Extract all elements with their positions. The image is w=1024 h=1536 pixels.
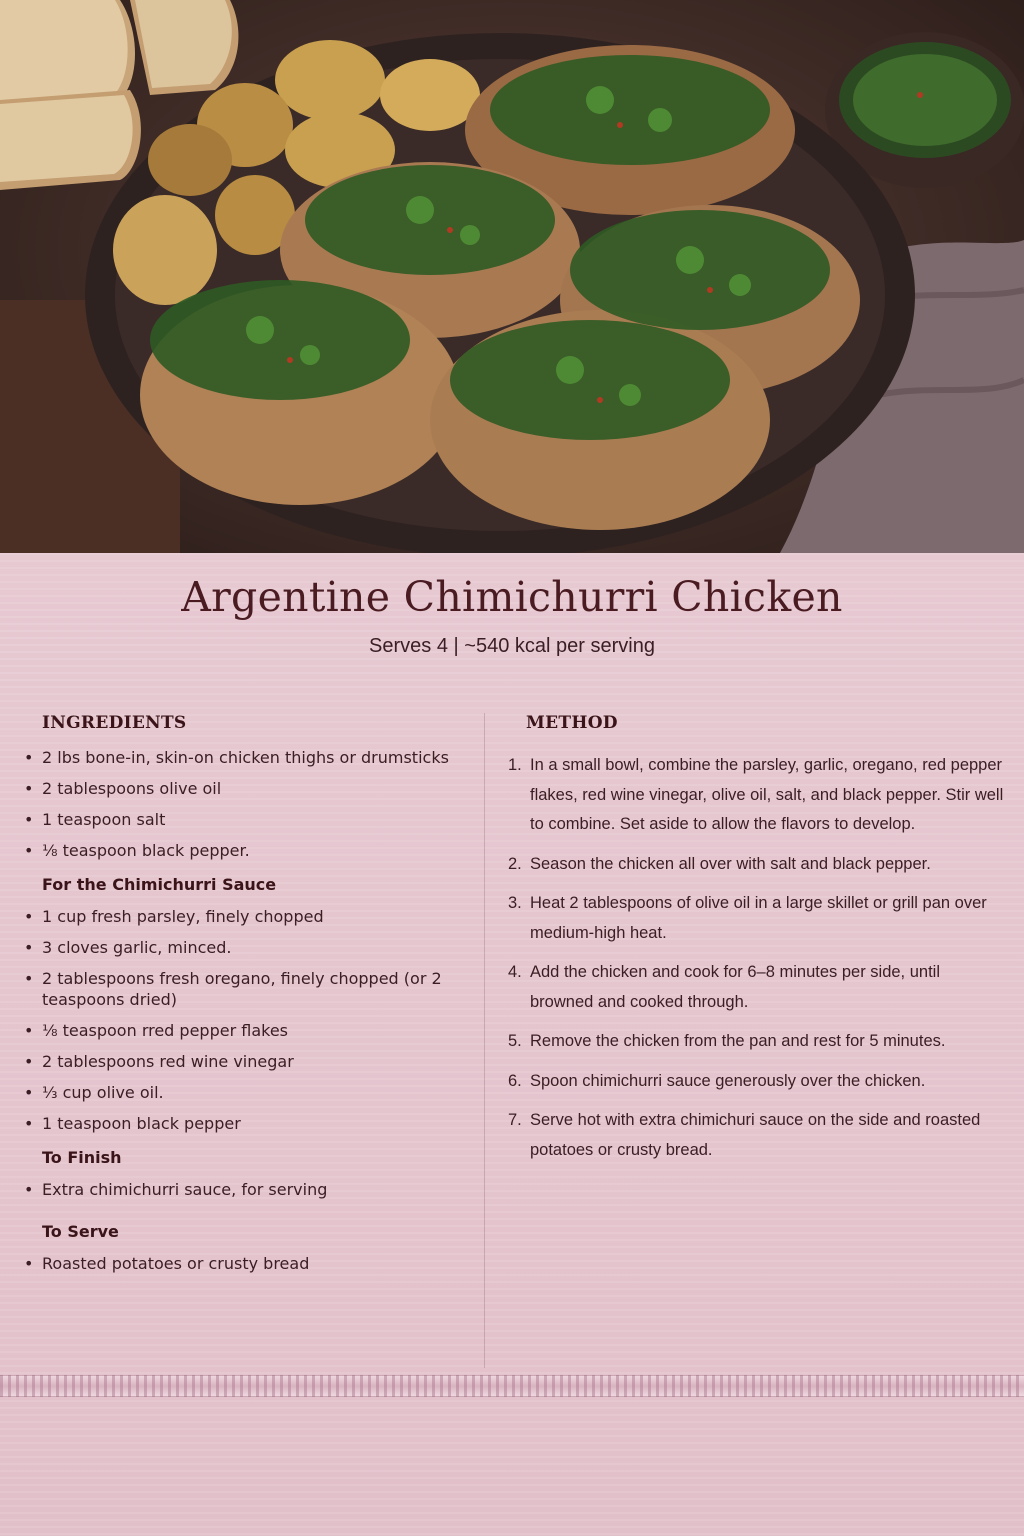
ingredients-column: [24, 713, 476, 1284]
list-item: • 1 teaspoon black pepper: [24, 1113, 476, 1134]
list-item: • Roasted potatoes or crusty bread: [24, 1253, 476, 1274]
step-number: 2.: [508, 854, 522, 873]
method-step: [508, 1106, 1004, 1165]
method-step: [508, 958, 1004, 1017]
list-item: • ⅓ cup olive oil.: [24, 1082, 476, 1103]
method-heading: METHOD: [526, 713, 618, 733]
method-step: [508, 751, 1004, 840]
step-text: Season the chicken all over with salt and black pepper.: [530, 854, 931, 873]
recipe-title: Argentine Chimichurri Chicken: [181, 573, 843, 621]
decorative-border: [0, 1375, 1024, 1397]
sauce-ingredients-list: [24, 906, 476, 1134]
step-number: 4.: [508, 963, 522, 981]
list-item: • Extra chimichurri sauce, for serving: [24, 1179, 476, 1200]
list-item: • ⅛ teaspoon black pepper.: [24, 840, 476, 861]
method-step: [508, 850, 1004, 880]
step-text: Serve hot with extra chimichuri sauce on the side and roasted potatoes or crusty bread.: [530, 1111, 981, 1159]
method-steps-list: [508, 751, 1004, 1165]
step-text: Add the chicken and cook for 6–8 minutes per side, until browned and cooked through.: [530, 963, 940, 1011]
list-item: • ⅛ teaspoon rred pepper flakes: [24, 1020, 476, 1041]
method-step: [508, 1067, 1004, 1097]
step-text: Spoon chimichurri sauce generously over the chicken.: [530, 1071, 926, 1090]
step-number: 7.: [508, 1111, 522, 1129]
list-item: • 2 tablespoons fresh oregano, finely chopped (or 2 teaspoons dried): [24, 968, 476, 1010]
list-item: • 1 cup fresh parsley, finely chopped: [24, 906, 476, 927]
column-divider: [484, 713, 485, 1368]
list-item: • 3 cloves garlic, minced.: [24, 937, 476, 958]
method-step: [508, 889, 1004, 948]
step-number: 6.: [508, 1071, 522, 1090]
serve-list: [24, 1253, 476, 1274]
method-column: [508, 713, 1004, 1175]
step-number: 5.: [508, 1032, 522, 1050]
main-ingredients-list: [24, 747, 476, 861]
step-text: Heat 2 tablespoons of olive oil in a large skillet or grill pan over medium-high heat.: [530, 894, 987, 942]
step-number: 1.: [508, 756, 522, 774]
list-item: • 2 tablespoons red wine vinegar: [24, 1051, 476, 1072]
step-number: 3.: [508, 894, 522, 912]
finish-list: [24, 1179, 476, 1200]
finish-subheading: To Finish: [42, 1148, 122, 1167]
recipe-card: [0, 553, 1024, 1536]
dish-illustration: [0, 0, 1024, 553]
ingredients-heading: INGREDIENTS: [42, 713, 187, 733]
serve-subheading: To Serve: [42, 1222, 119, 1241]
dish-photo: [0, 0, 1024, 553]
step-text: In a small bowl, combine the parsley, garlic, oregano, red pepper flakes, red wine vinegar, olive oil, salt, and black pepper. Stir well to combine. Set aside to allow the flavors to develop.: [530, 756, 1004, 833]
list-item: • 1 teaspoon salt: [24, 809, 476, 830]
recipe-subtitle: Serves 4 | ~540 kcal per serving: [369, 635, 655, 657]
method-step: [508, 1027, 1004, 1057]
list-item: • 2 lbs bone-in, skin-on chicken thighs or drumsticks: [24, 747, 476, 768]
list-item: • 2 tablespoons olive oil: [24, 778, 476, 799]
sauce-subheading: For the Chimichurri Sauce: [42, 875, 277, 894]
step-text: Remove the chicken from the pan and rest for 5 minutes.: [530, 1032, 946, 1050]
